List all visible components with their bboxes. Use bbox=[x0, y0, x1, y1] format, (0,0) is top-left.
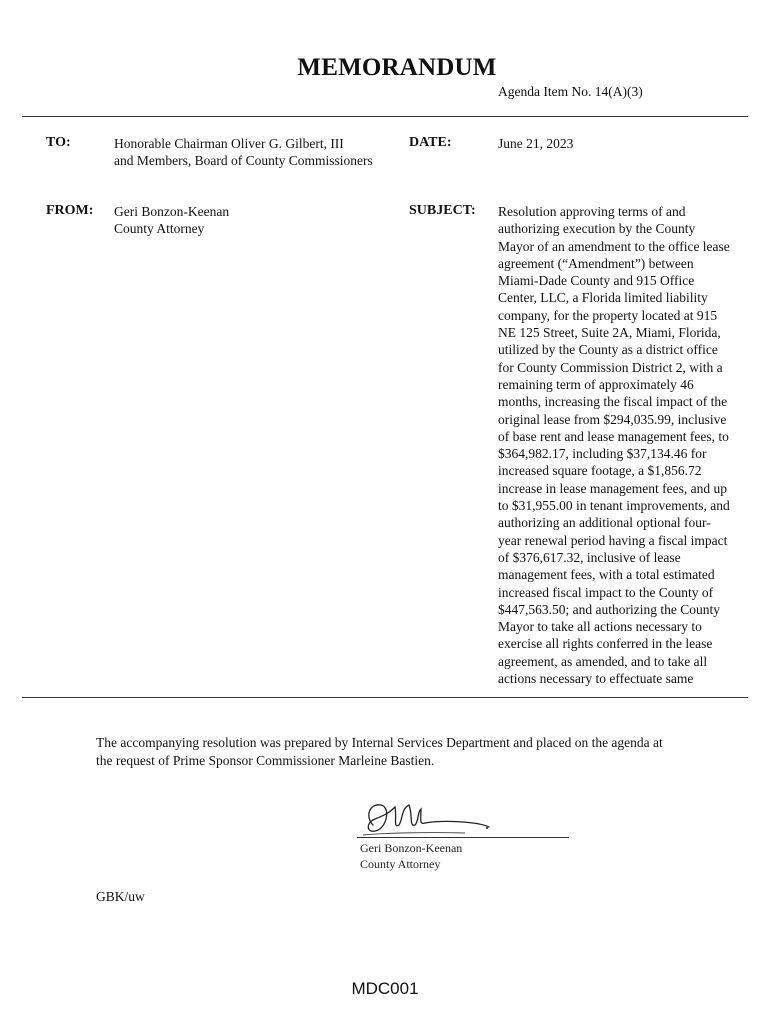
handwritten-signature bbox=[355, 795, 505, 841]
subject-label: SUBJECT: bbox=[409, 203, 476, 218]
subject-text: Resolution approving terms of and authorizing execution by the County Mayor of an amendment to the office lease agreement (“Amendment”) between Miami-Dade County and 915 Office Center, LLC, a Florida limited liability company, for the property located at 915 NE 125 Street, Suite 2A, Miami, Florida, utilized by the County as a district office for County Commission District 2, with a remaining term of approximately 46 months, increasing the fiscal impact of the original lease from $294,035.99, inclusive of base rent and lease management fees, to $364,982.17, including $37,134.46 for increased square footage, a $1,856.72 increase in lease management fees, and up to $31,955.00 in tenant improvements, and authorizing an additional optional four- year renewal period having a fiscal impact of $376,617.32, inclusive of lease management fees, with a total estimated increased fiscal impact to the County of $447,563.50; and authorizing the County Mayor to take all actions necessary to exercise all rights conferred in the lease agreement, as amended, and to take all actions necessary to effectuate same bbox=[498, 204, 730, 687]
from-sender: Geri Bonzon-Keenan County Attorney bbox=[114, 204, 230, 237]
signature-line bbox=[357, 837, 569, 838]
from-label: FROM: bbox=[46, 203, 94, 218]
date-label: DATE: bbox=[409, 135, 452, 150]
to-recipients: Honorable Chairman Oliver G. Gilbert, III and Members, Board of County Commissioners bbox=[114, 136, 373, 169]
bottom-divider bbox=[22, 697, 748, 698]
top-divider bbox=[22, 116, 748, 117]
document-code: MDC001 bbox=[351, 979, 419, 998]
agenda-item-number: Agenda Item No. 14(A)(3) bbox=[498, 84, 643, 99]
date-value: June 21, 2023 bbox=[498, 136, 574, 151]
body-paragraph: The accompanying resolution was prepared by Internal Services Department and placed on the agenda at the request of Prime Sponsor Commissioner Marleine Bastien. bbox=[96, 735, 663, 768]
memo-title: MEMORANDUM bbox=[297, 54, 497, 81]
to-label: TO: bbox=[46, 135, 71, 150]
signature-block: Geri Bonzon-Keenan County Attorney bbox=[360, 841, 463, 871]
typist-initials: GBK/uw bbox=[96, 889, 145, 904]
